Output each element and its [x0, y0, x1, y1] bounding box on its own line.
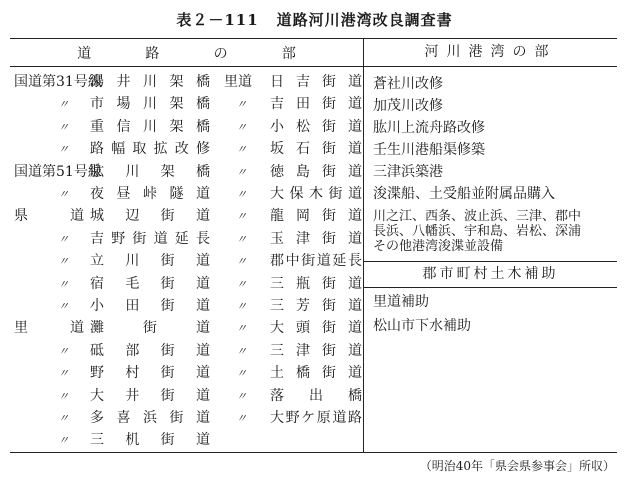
- road-category-2-text: 〃: [236, 300, 247, 313]
- road-name: [90, 407, 210, 429]
- road-category-text: 里 道: [14, 320, 84, 337]
- road-category-2-text: 〃: [236, 255, 247, 269]
- subsidy-item: 松山市下水補助: [373, 318, 471, 334]
- road-name-text: 湯井川架橋: [90, 74, 210, 90]
- road-row: [14, 228, 363, 250]
- road-name-text: 小田街道: [90, 298, 210, 314]
- road-category: [14, 183, 90, 205]
- road-name-2: [270, 250, 362, 272]
- road-category-text: 〃: [58, 188, 69, 201]
- road-category-2-text: 〃: [236, 344, 247, 358]
- road-name-text: 野村街道: [90, 365, 210, 382]
- river-section-header: 河川港湾の部: [424, 44, 557, 60]
- road-category: [14, 385, 90, 407]
- road-category: [14, 71, 102, 93]
- road-category: [14, 228, 90, 250]
- road-category-text: 〃: [58, 344, 69, 358]
- road-name-2: [270, 340, 362, 362]
- road-category-2: [224, 273, 266, 295]
- road-category-2: [224, 250, 266, 272]
- road-category-2-text: 〃: [236, 210, 247, 224]
- road-name: [90, 205, 210, 227]
- road-header-char-1: 道: [77, 45, 92, 62]
- road-name-text: 肱川架橋: [90, 163, 210, 180]
- road-name-text: 砥部街道: [90, 342, 210, 359]
- source-note: （明治40年「県会県参事会」所収）: [419, 459, 615, 473]
- road-name: [90, 273, 210, 295]
- road-name-2: [270, 205, 362, 227]
- road-category: [14, 93, 90, 115]
- road-category-text: 国道第31号線: [14, 74, 102, 90]
- road-category: [14, 362, 90, 384]
- road-category-2: [224, 362, 266, 384]
- road-category-2-text: 〃: [236, 232, 247, 246]
- road-category: [14, 161, 102, 183]
- road-name-2-text: 玉津街道: [270, 230, 362, 247]
- road-name-2: [270, 116, 362, 138]
- road-category: [14, 138, 90, 160]
- road-name: [90, 250, 210, 272]
- road-name-text: 吉野街道延長: [90, 230, 210, 247]
- road-name-2: [270, 362, 362, 384]
- river-item-multiline-1: 川之江、西条、波止浜、三津、郡中: [373, 209, 582, 224]
- road-name: [90, 138, 210, 160]
- road-name-2: [270, 385, 362, 407]
- road-row: [14, 116, 363, 138]
- road-name-text: 城辺街道: [90, 208, 210, 225]
- road-name: [90, 71, 210, 93]
- road-category-2-text: 〃: [236, 188, 247, 201]
- road-category-2-text: 〃: [236, 277, 247, 291]
- header-rule: [10, 66, 617, 67]
- road-category-2: [224, 205, 266, 227]
- road-category-text: 〃: [58, 389, 69, 403]
- road-name-2-text: 落出橋: [270, 387, 362, 404]
- road-name-2: [270, 407, 362, 429]
- road-category-2-text: 〃: [236, 165, 247, 179]
- road-name: [90, 161, 210, 183]
- road-category-text: 県 道: [14, 208, 84, 225]
- road-category: [14, 295, 90, 317]
- road-category: [14, 273, 90, 295]
- river-item: 肱川上流舟路改修: [373, 120, 485, 136]
- road-row: [14, 93, 363, 115]
- road-name-2-text: 大保木街道: [270, 186, 362, 202]
- road-category-text: 〃: [58, 120, 69, 134]
- road-name-2: [270, 273, 362, 295]
- road-name-2-text: 徳島街道: [270, 163, 362, 180]
- road-name-text: 三机街道: [90, 432, 210, 449]
- road-name-text: 多喜浜街道: [90, 410, 210, 426]
- road-name-2-text: 三津街道: [270, 342, 362, 359]
- road-name-text: 宿毛街道: [90, 275, 210, 292]
- road-row: [14, 138, 363, 160]
- subsidy-section-header: 郡市町村土木補助: [422, 266, 559, 282]
- road-name-2-text: 吉田街道: [270, 96, 362, 113]
- table-frame: [10, 38, 617, 453]
- river-item: 浚渫船、土受船並附属品購入: [373, 186, 555, 202]
- road-row: [14, 183, 363, 205]
- road-name-2-text: 坂石街道: [270, 141, 362, 158]
- subsidy-item: 里道補助: [373, 294, 429, 310]
- road-category-2: [224, 228, 266, 250]
- road-category-text: 〃: [58, 367, 69, 381]
- road-name-text: 立川街道: [90, 253, 210, 270]
- road-category-2: [224, 295, 266, 317]
- road-name-2-text: 三芳街道: [270, 298, 362, 314]
- road-name: [90, 183, 210, 205]
- road-category-2: [224, 71, 266, 93]
- road-category-2: [224, 161, 266, 183]
- road-name: [90, 295, 210, 317]
- road-category-text: 〃: [58, 412, 69, 425]
- road-category: [14, 116, 90, 138]
- road-name-text: 夜昼峠隧道: [90, 186, 210, 202]
- road-name-text: 路幅取拡改修: [90, 141, 210, 158]
- road-category-2-text: 〃: [236, 367, 247, 381]
- road-name: [90, 429, 210, 451]
- river-item: 加茂川改修: [373, 98, 443, 114]
- river-item: 壬生川港船渠修築: [373, 142, 485, 158]
- road-category-2: [224, 116, 266, 138]
- road-category-text: 〃: [58, 255, 69, 269]
- road-category-2-text: 里道: [224, 74, 252, 90]
- road-category-2-text: 〃: [236, 389, 247, 403]
- road-category-2: [224, 183, 266, 205]
- road-category: [14, 205, 90, 227]
- road-category: [14, 340, 90, 362]
- road-name: [90, 228, 210, 250]
- road-name-text: 市場川架橋: [90, 96, 210, 113]
- road-name-2-text: 日吉街道: [270, 74, 362, 90]
- road-category-text: 〃: [58, 98, 69, 112]
- road-category-text: 〃: [58, 300, 69, 313]
- road-category-text: 〃: [58, 143, 69, 157]
- road-name-2: [270, 295, 362, 317]
- road-name-2: [270, 317, 362, 339]
- table-caption: 道路河川港湾改良調査書: [276, 11, 453, 29]
- road-category-2: [224, 317, 266, 339]
- road-row: [14, 161, 363, 183]
- road-row: [14, 429, 363, 451]
- table-number: 表２－111: [176, 11, 259, 29]
- road-category-text: 〃: [58, 277, 69, 291]
- road-name: [90, 93, 210, 115]
- road-name-text: 重信川架橋: [90, 118, 210, 135]
- road-name-2-text: 龍岡街道: [270, 208, 362, 225]
- road-name-2: [270, 138, 362, 160]
- road-category: [14, 250, 90, 272]
- road-name-2-text: 郡中街道延長: [270, 253, 362, 270]
- road-row: [14, 205, 363, 227]
- road-name: [90, 385, 210, 407]
- road-name-2: [270, 93, 362, 115]
- road-category: [14, 407, 90, 429]
- column-separator: [363, 39, 364, 452]
- road-category-2: [224, 93, 266, 115]
- road-category-2: [224, 138, 266, 160]
- road-category-2: [224, 407, 266, 429]
- road-header-char-3: の: [213, 45, 228, 62]
- road-name-2-text: 小松街道: [270, 118, 362, 135]
- road-name: [90, 317, 210, 339]
- road-category-2-text: 〃: [236, 120, 247, 134]
- road-category-2-text: 〃: [236, 143, 247, 157]
- road-category: [14, 317, 90, 339]
- river-item: 蒼社川改修: [373, 76, 443, 92]
- road-name-text: 大井街道: [90, 387, 210, 404]
- road-name-text: 灘街道: [90, 320, 210, 337]
- road-category-2: [224, 429, 266, 451]
- road-name-2: [270, 161, 362, 183]
- road-category-text: 〃: [58, 434, 69, 448]
- road-name-2: [270, 183, 362, 205]
- road-row: [14, 340, 363, 362]
- road-name-2-text: 大野ケ原道路: [270, 410, 362, 426]
- road-row: [14, 385, 363, 407]
- river-item-multiline-3: その他港湾浚渫並設備: [373, 239, 504, 254]
- road-name-2-text: 土橋街道: [270, 365, 362, 382]
- road-name: [90, 362, 210, 384]
- road-row: [14, 71, 363, 93]
- road-name-2-text: 三瓶街道: [270, 275, 362, 292]
- road-header-char-2: 路: [145, 45, 160, 62]
- road-category-text: 〃: [58, 232, 69, 246]
- road-row: [14, 407, 363, 429]
- road-section-header: [10, 39, 363, 66]
- road-name: [90, 116, 210, 138]
- road-category-text: 国道第51号線: [14, 163, 102, 180]
- subsidy-rule-bottom: [364, 287, 617, 288]
- road-name: [90, 340, 210, 362]
- table-title: [0, 9, 629, 30]
- road-row: [14, 362, 363, 384]
- road-row: [14, 250, 363, 272]
- road-name-2-text: 大頭街道: [270, 320, 362, 337]
- road-category-2: [224, 340, 266, 362]
- river-item: 三津浜築港: [373, 164, 443, 180]
- road-name-2: [270, 71, 362, 93]
- road-name-2: [270, 429, 362, 451]
- road-category-2-text: 〃: [236, 98, 247, 112]
- road-category: [14, 429, 90, 451]
- road-category-2-text: 〃: [236, 322, 247, 336]
- road-row: [14, 273, 363, 295]
- road-row: [14, 317, 363, 339]
- road-header-char-4: 部: [281, 45, 296, 62]
- road-name-2: [270, 228, 362, 250]
- road-category-2: [224, 385, 266, 407]
- river-item-multiline-2: 長浜、八幡浜、宇和島、岩松、深浦: [373, 224, 582, 239]
- road-category-2-text: 〃: [236, 412, 247, 425]
- road-row: [14, 295, 363, 317]
